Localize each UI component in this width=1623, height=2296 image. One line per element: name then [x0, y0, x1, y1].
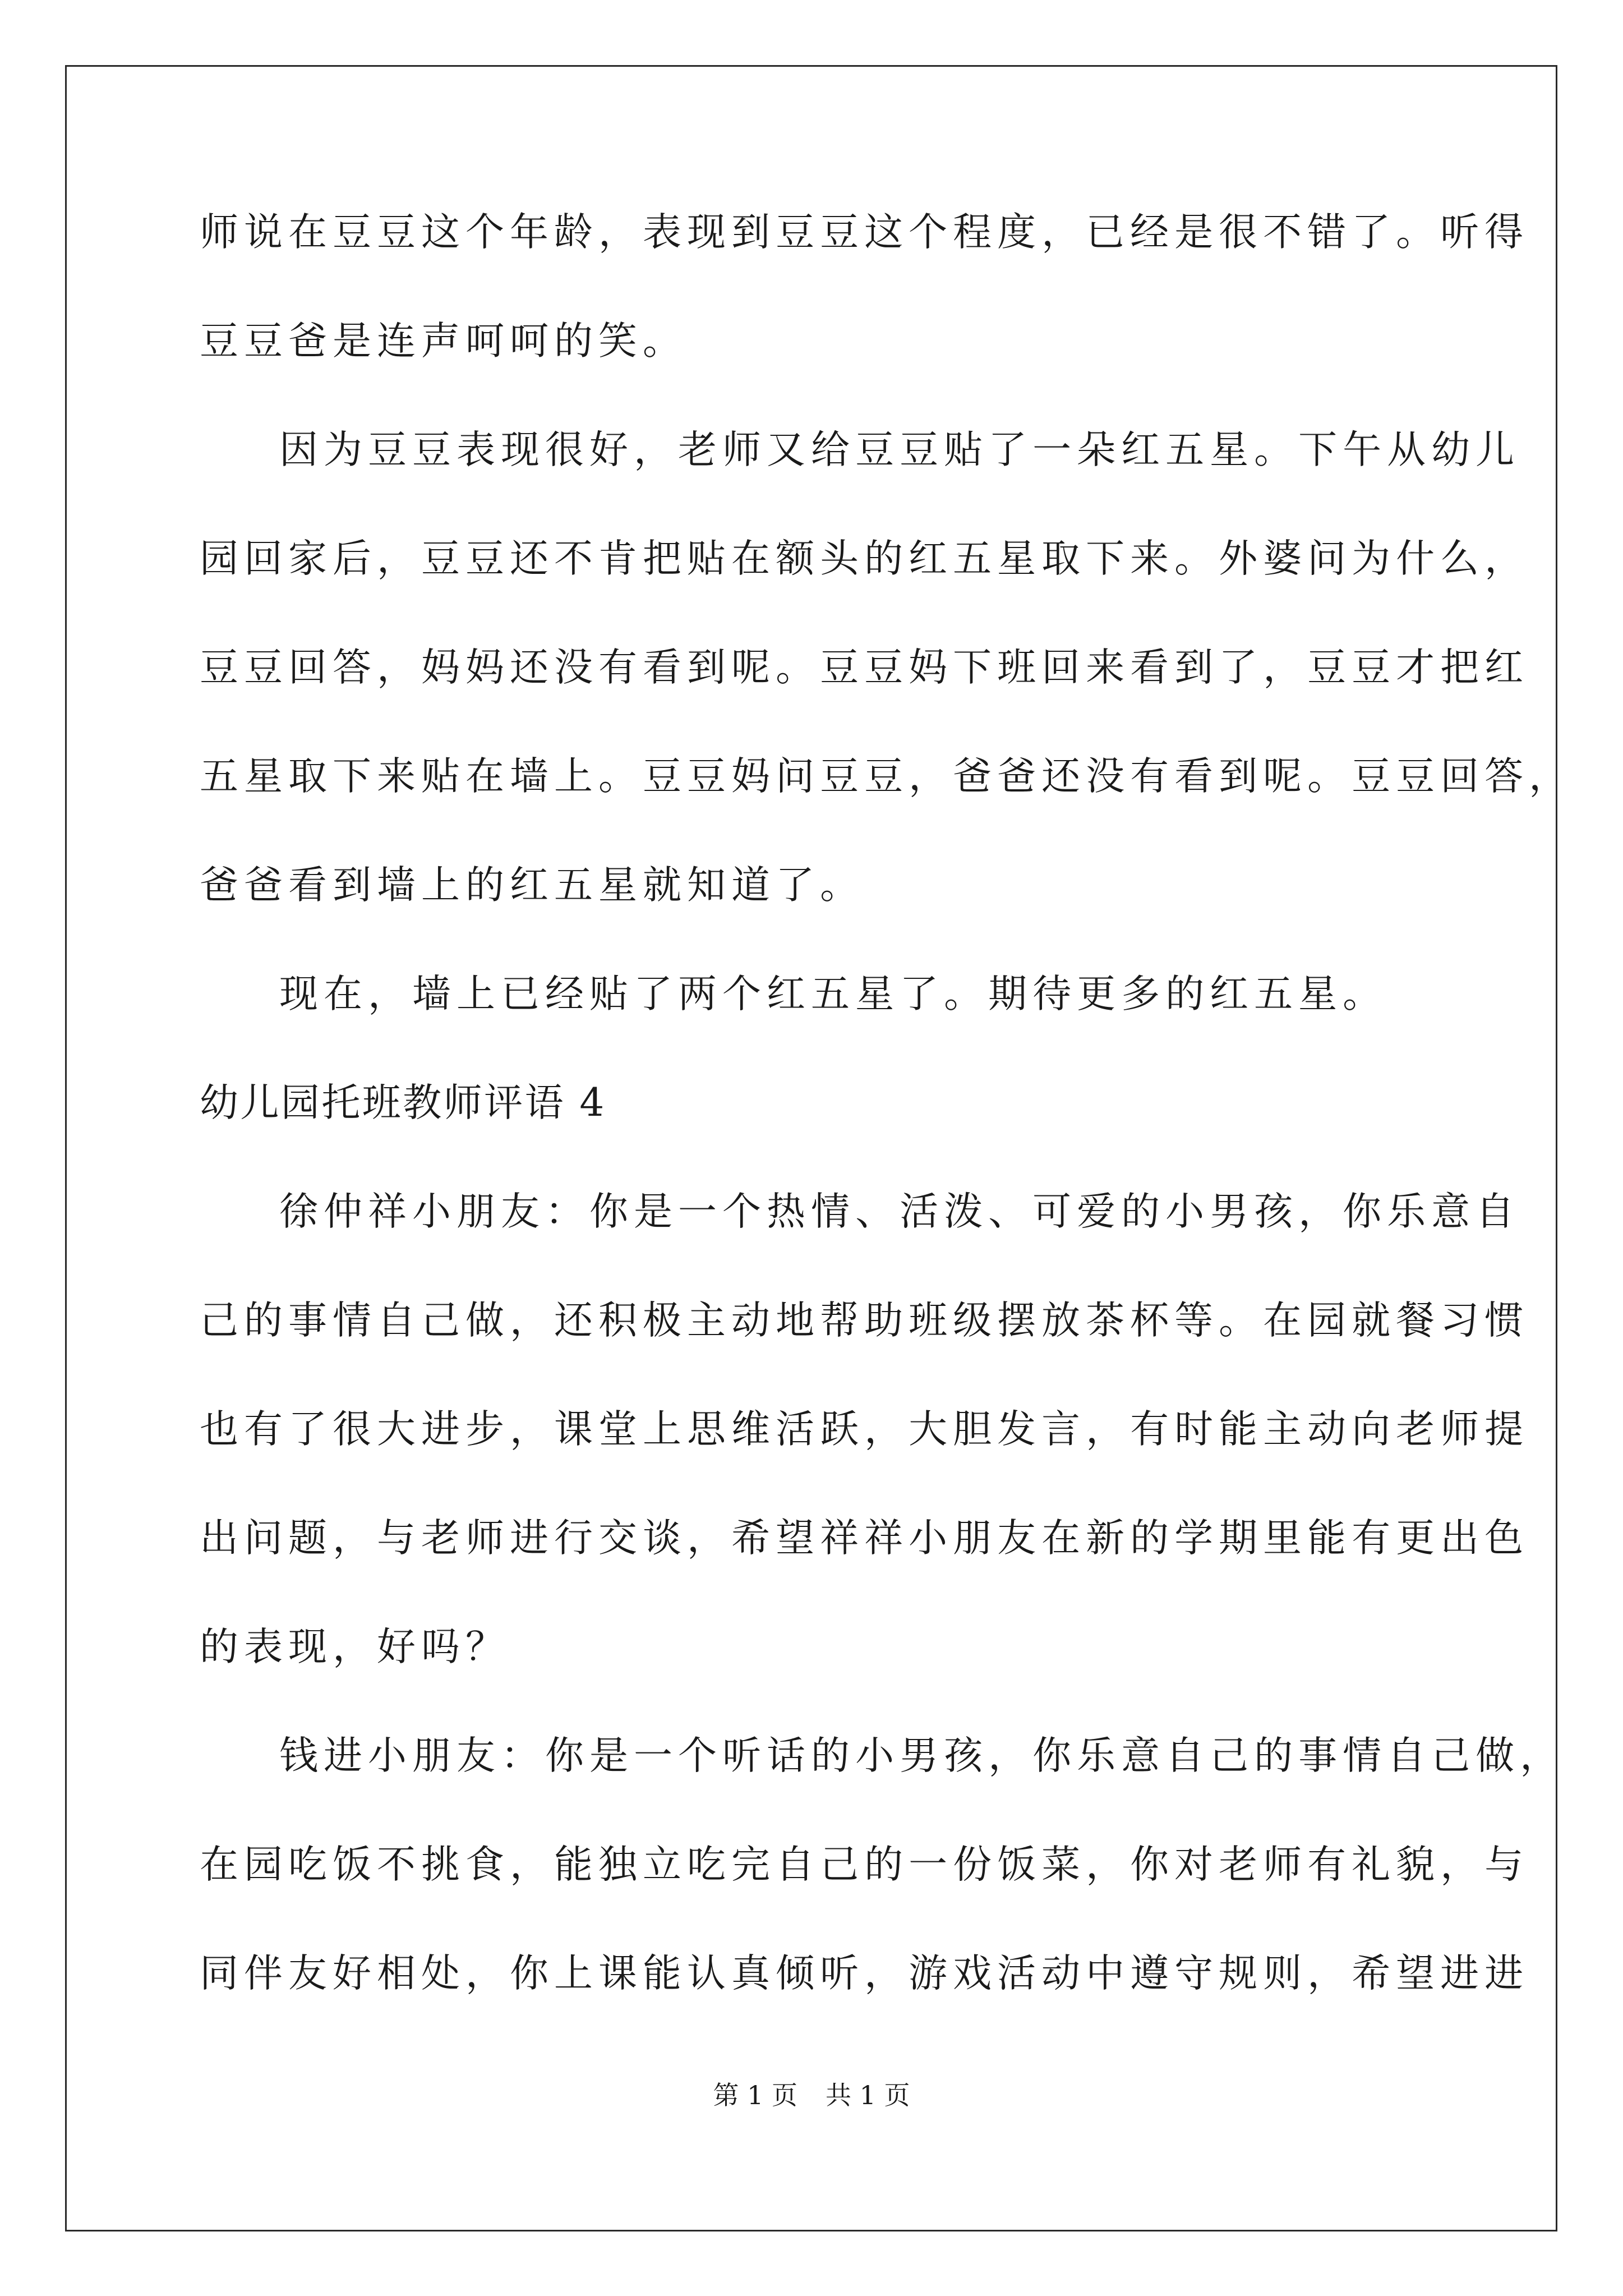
- body-line: 豆豆回答，妈妈还没有看到呢。豆豆妈下班回来看到了，豆豆才把红: [200, 645, 1529, 690]
- page-footer: [0, 2082, 1623, 2108]
- body-line: 在园吃饭不挑食，能独立吃完自己的一份饭菜，你对老师有礼貌，与: [200, 1842, 1529, 1887]
- paragraph-first-line: 徐仲祥小朋友：你是一个热情、活泼、可爱的小男孩，你乐意自: [279, 1189, 1520, 1234]
- body-line: 的表现，好吗？: [200, 1625, 510, 1669]
- paragraph-first-line: 钱进小朋友：你是一个听话的小男孩，你乐意自己的事情自己做，: [279, 1733, 1565, 1778]
- page-number: 第 1 页: [713, 2080, 797, 2110]
- body-line: 同伴友好相处，你上课能认真倾听，游戏活动中遵守规则，希望进进: [200, 1951, 1529, 1996]
- document-body: [200, 210, 1574, 1996]
- body-line: 五星取下来贴在墙上。豆豆妈问豆豆，爸爸还没有看到呢。豆豆回答，: [200, 754, 1574, 799]
- body-line: 豆豆爸是连声呵呵的笑。: [200, 319, 688, 364]
- paragraph-first-line: 现在，墙上已经贴了两个红五星了。期待更多的红五星。: [279, 972, 1387, 1016]
- body-line: 园回家后，豆豆还不肯把贴在额头的红五星取下来。外婆问为什么，: [200, 536, 1529, 581]
- paragraph-first-line: 因为豆豆表现很好，老师又给豆豆贴了一朵红五星。下午从幼儿: [279, 427, 1520, 472]
- section-heading: 幼儿园托班教师评语 4: [200, 1080, 606, 1125]
- body-line: 己的事情自己做，还积极主动地帮助班级摆放茶杯等。在园就餐习惯: [200, 1298, 1529, 1343]
- body-line: 爸爸看到墙上的红五星就知道了。: [200, 863, 865, 908]
- page-total: 共 1 页: [826, 2080, 910, 2110]
- body-line: 也有了很大进步，课堂上思维活跃，大胆发言，有时能主动向老师提: [200, 1407, 1529, 1452]
- body-line: 出问题，与老师进行交谈，希望祥祥小朋友在新的学期里能有更出色: [200, 1516, 1529, 1561]
- body-line: 师说在豆豆这个年龄，表现到豆豆这个程度，已经是很不错了。听得: [200, 210, 1529, 255]
